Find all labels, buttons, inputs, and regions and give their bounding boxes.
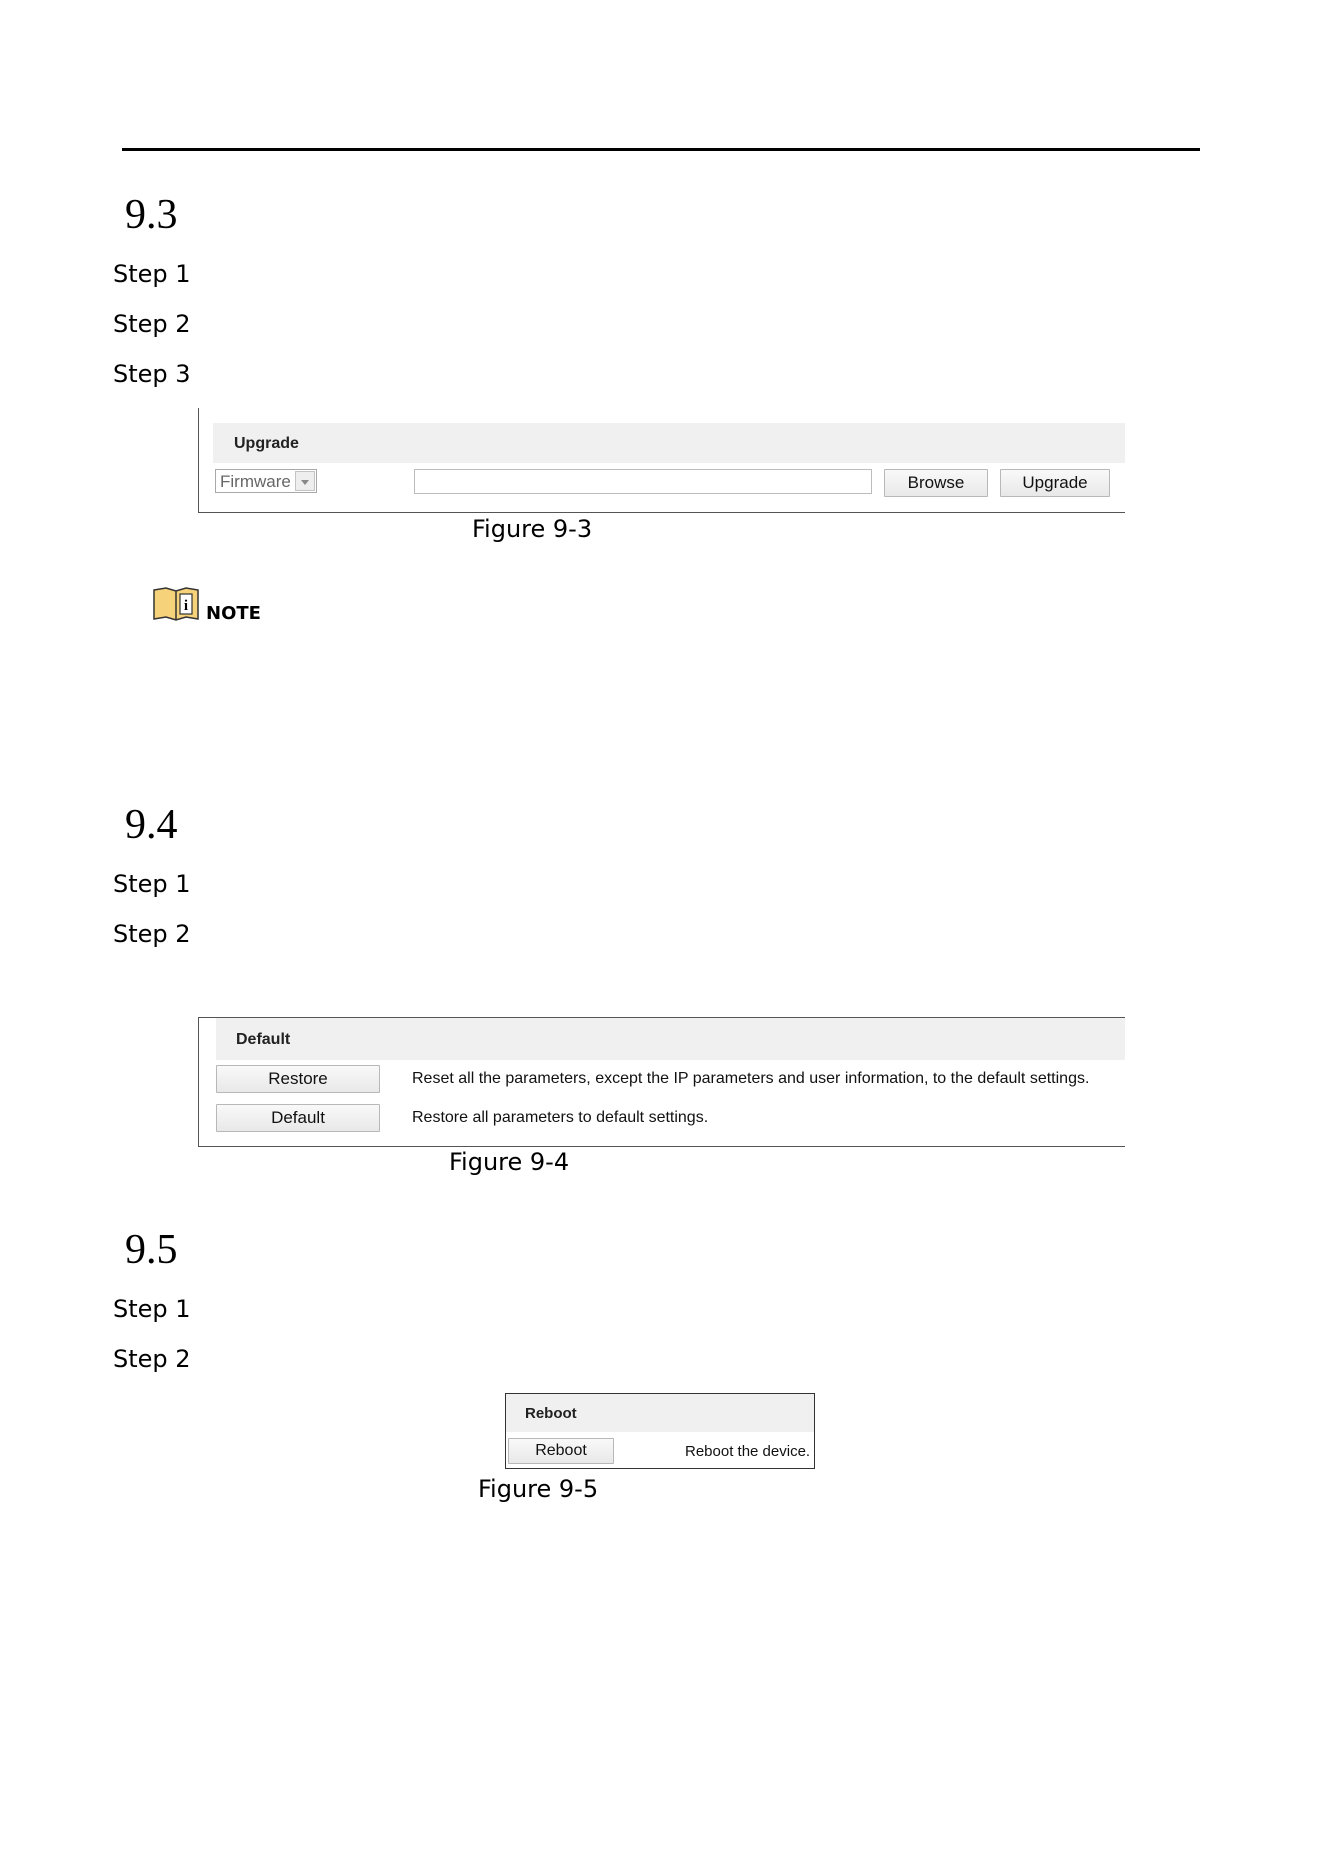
reboot-button[interactable]: Reboot xyxy=(508,1438,614,1464)
browse-button[interactable]: Browse xyxy=(884,469,988,497)
step-label: Step 2 xyxy=(113,920,191,948)
file-path-input[interactable] xyxy=(414,469,872,494)
step-label: Step 1 xyxy=(113,870,191,898)
info-book-icon xyxy=(152,586,200,622)
firmware-select-value: Firmware xyxy=(220,472,291,491)
default-description: Restore all parameters to default settings. xyxy=(412,1109,709,1126)
default-panel xyxy=(198,1017,1125,1147)
header-rule xyxy=(122,148,1200,151)
svg-text:i: i xyxy=(183,598,189,614)
upgrade-panel-header xyxy=(213,423,1125,463)
step-label: Step 3 xyxy=(113,360,191,388)
reboot-panel xyxy=(505,1393,815,1469)
step-label: Step 2 xyxy=(113,1345,191,1373)
restore-button[interactable]: Restore xyxy=(216,1065,380,1093)
firmware-select[interactable] xyxy=(215,469,317,493)
section-number: 9.5 xyxy=(125,1227,178,1273)
upgrade-button[interactable]: Upgrade xyxy=(1000,469,1110,497)
step-label: Step 1 xyxy=(113,260,191,288)
restore-description: Reset all the parameters, except the IP parameters and user information, to the default settings. xyxy=(412,1070,1090,1087)
upgrade-panel-title: Upgrade xyxy=(234,435,299,452)
default-button[interactable]: Default xyxy=(216,1104,380,1132)
figure-caption: Figure 9-5 xyxy=(478,1475,599,1503)
chevron-down-icon xyxy=(295,471,315,491)
step-label: Step 1 xyxy=(113,1295,191,1323)
default-panel-title: Default xyxy=(236,1031,291,1048)
reboot-description: Reboot the device. xyxy=(685,1443,811,1460)
default-panel-header xyxy=(216,1018,1125,1060)
note-label: NOTE xyxy=(206,603,261,624)
reboot-panel-title: Reboot xyxy=(525,1405,577,1422)
section-number: 9.4 xyxy=(125,802,178,848)
section-number: 9.3 xyxy=(125,192,178,238)
upgrade-panel xyxy=(198,408,1125,513)
figure-caption: Figure 9-4 xyxy=(449,1148,570,1176)
figure-caption: Figure 9-3 xyxy=(472,515,593,543)
step-label: Step 2 xyxy=(113,310,191,338)
